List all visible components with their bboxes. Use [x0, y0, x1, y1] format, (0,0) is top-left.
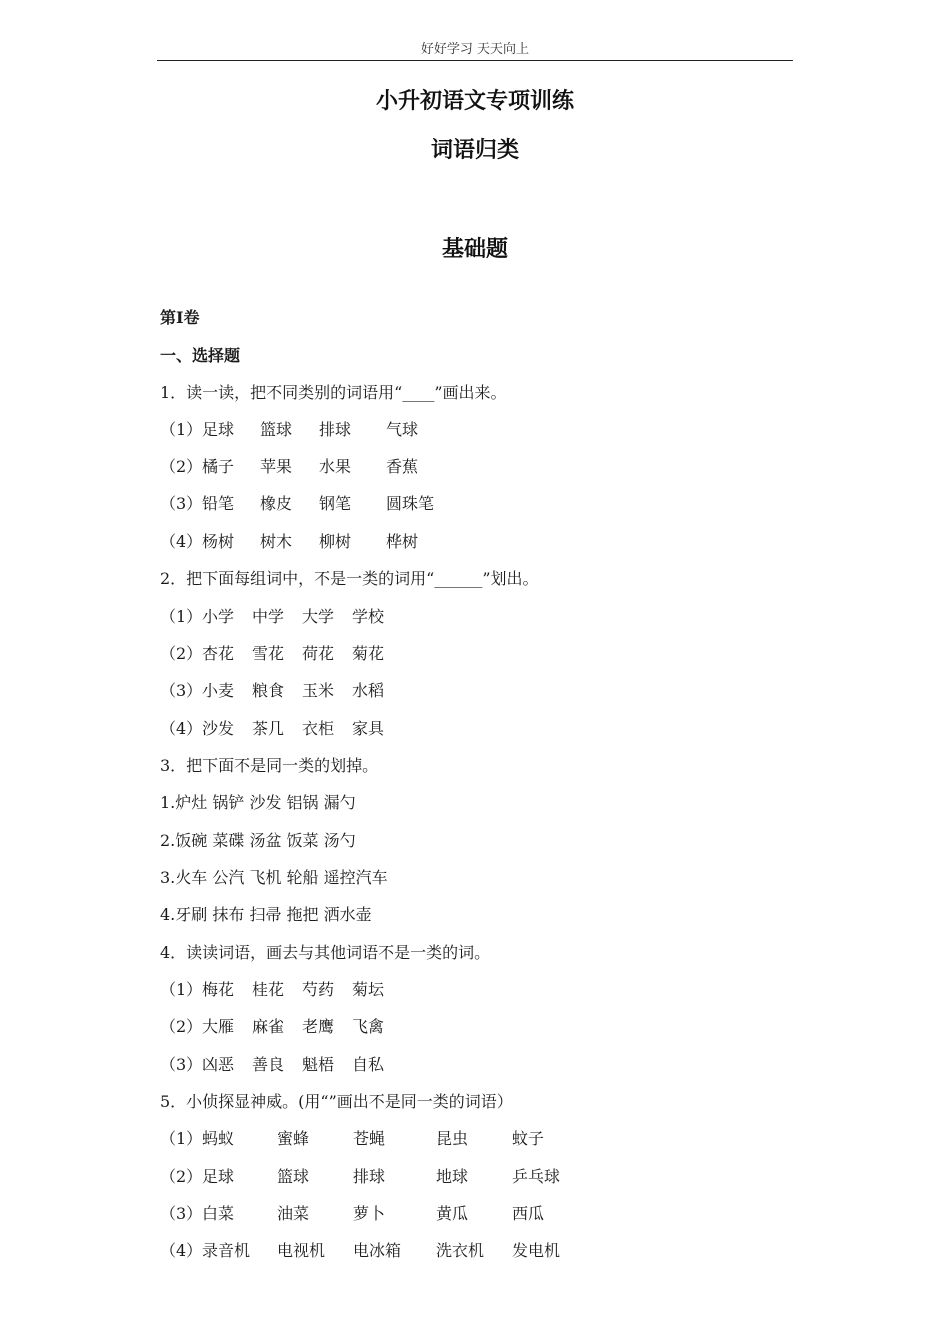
- word: 杨树: [202, 532, 235, 551]
- word: 玉米: [302, 681, 335, 700]
- q3-line: 2.饭碗 菜碟 汤盆 饭菜 汤勺: [160, 831, 356, 850]
- word: 飞禽: [352, 1017, 385, 1036]
- word: 善良: [252, 1055, 285, 1074]
- row-number: （3）: [160, 1204, 203, 1223]
- word: 排球: [319, 420, 352, 439]
- word: 菊坛: [352, 980, 385, 999]
- word: 雪花: [252, 644, 285, 663]
- word: 电冰箱: [353, 1241, 402, 1260]
- word: 魁梧: [302, 1055, 335, 1074]
- row-number: （3）: [160, 494, 203, 513]
- word: 老鹰: [302, 1017, 335, 1036]
- word: 昆虫: [436, 1129, 469, 1148]
- word: 茶几: [252, 719, 285, 738]
- word: 树木: [260, 532, 293, 551]
- word: 学校: [352, 607, 385, 626]
- q3-line: 1.炉灶 锅铲 沙发 铝锅 漏勺: [160, 793, 356, 812]
- part-heading: 一、选择题: [160, 346, 241, 365]
- word: 白菜: [202, 1204, 235, 1223]
- word: 油菜: [277, 1204, 310, 1223]
- row-number: （2）: [160, 1167, 203, 1186]
- word: 麻雀: [252, 1017, 285, 1036]
- word: 西瓜: [512, 1204, 545, 1223]
- doc-subtitle: 词语归类: [430, 137, 519, 163]
- word: 衣柜: [302, 719, 335, 738]
- word: 大雁: [202, 1017, 235, 1036]
- q5-stem: 5．小侦探显神威。(用“”画出不是同一类的词语）: [160, 1092, 513, 1111]
- row-number: （1）: [160, 420, 203, 439]
- row-number: （4）: [160, 532, 203, 551]
- word: 香蕉: [386, 457, 419, 476]
- word: 小麦: [202, 681, 235, 700]
- word: 小学: [202, 607, 235, 626]
- word: 梅花: [202, 980, 235, 999]
- word: 萝卜: [353, 1204, 386, 1223]
- word: 地球: [436, 1167, 469, 1186]
- q3-line: 3.火车 公汽 飞机 轮船 遥控汽车: [160, 868, 388, 887]
- word: 黄瓜: [436, 1204, 469, 1223]
- word: 杏花: [202, 644, 235, 663]
- doc-title: 小升初语文专项训练: [375, 88, 574, 114]
- word: 足球: [202, 1167, 235, 1186]
- word: 排球: [353, 1167, 386, 1186]
- row-number: （2）: [160, 644, 203, 663]
- row-number: （3）: [160, 1055, 203, 1074]
- word: 蜜蜂: [277, 1129, 310, 1148]
- word: 圆珠笔: [386, 494, 435, 513]
- word: 发电机: [512, 1241, 561, 1260]
- row-number: （4）: [160, 1241, 203, 1260]
- word: 橘子: [202, 457, 235, 476]
- word: 蚂蚁: [202, 1129, 235, 1148]
- row-number: （2）: [160, 457, 203, 476]
- q3-stem: 3．把下面不是同一类的划掉。: [160, 756, 379, 775]
- word: 芍药: [302, 980, 335, 999]
- header-motto: 好好学习 天天向上: [420, 42, 530, 57]
- word: 洗衣机: [436, 1241, 485, 1260]
- word: 家具: [352, 719, 385, 738]
- q4-stem: 4．读读词语，画去与其他词语不是一类的词。: [160, 943, 491, 962]
- word: 沙发: [202, 719, 235, 738]
- row-number: （1）: [160, 980, 203, 999]
- q3-line: 4.牙刷 抹布 扫帚 拖把 洒水壶: [160, 905, 372, 924]
- word: 气球: [386, 420, 419, 439]
- word: 自私: [352, 1055, 385, 1074]
- word: 柳树: [319, 532, 352, 551]
- word: 钢笔: [319, 494, 352, 513]
- word: 电视机: [277, 1241, 326, 1260]
- row-number: （2）: [160, 1017, 203, 1036]
- word: 中学: [252, 607, 285, 626]
- word: 篮球: [277, 1167, 310, 1186]
- word: 桦树: [386, 532, 419, 551]
- row-number: （1）: [160, 607, 203, 626]
- q2-stem: 2．把下面每组词中，不是一类的词用“______”划出。: [160, 569, 539, 588]
- row-number: （4）: [160, 719, 203, 738]
- word: 菊花: [352, 644, 385, 663]
- word: 足球: [202, 420, 235, 439]
- word: 橡皮: [260, 494, 293, 513]
- volume-label: 第Ⅰ卷: [160, 308, 200, 327]
- word: 苍蝇: [353, 1129, 386, 1148]
- row-number: （1）: [160, 1129, 203, 1148]
- word: 录音机: [202, 1241, 251, 1260]
- word: 桂花: [252, 980, 285, 999]
- q1-stem: 1．读一读，把不同类别的词语用“____”画出来。: [160, 383, 507, 402]
- word: 篮球: [260, 420, 293, 439]
- word: 水果: [319, 457, 352, 476]
- word: 苹果: [260, 457, 293, 476]
- section-title: 基础题: [441, 236, 508, 262]
- word: 凶恶: [202, 1055, 235, 1074]
- word: 水稻: [352, 681, 385, 700]
- header-divider: [157, 60, 793, 61]
- word: 粮食: [252, 681, 285, 700]
- row-number: （3）: [160, 681, 203, 700]
- word: 蚊子: [512, 1129, 545, 1148]
- word: 乒乓球: [512, 1167, 561, 1186]
- word: 大学: [302, 607, 335, 626]
- word: 荷花: [302, 644, 335, 663]
- word: 铅笔: [202, 494, 235, 513]
